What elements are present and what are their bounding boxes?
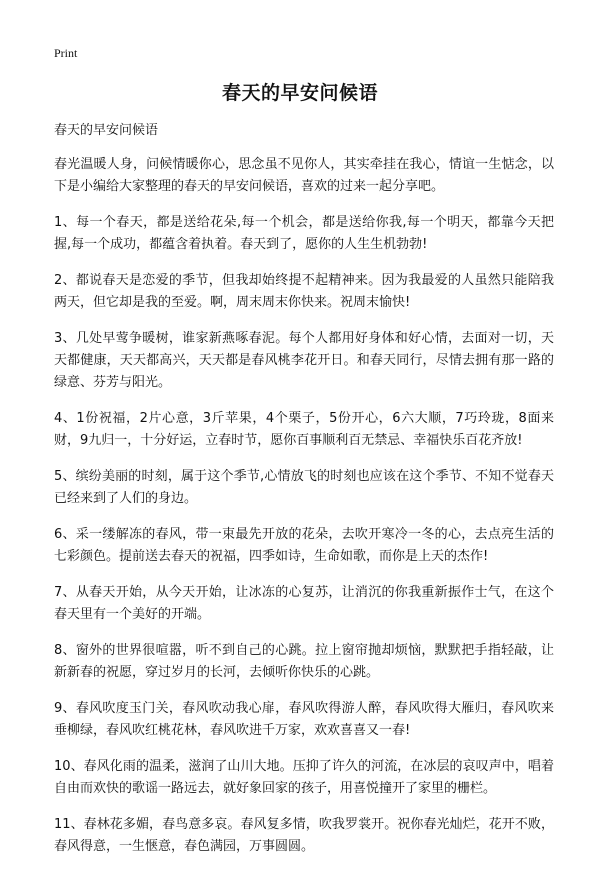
greeting-item-1: 1、每一个春天，都是送给花朵,每一个机会，都是送给你我,每一个明天，都靠今天把握,每一个成功，都蕴含着执着。春天到了，愿你的人生生机勃勃!	[54, 215, 554, 252]
article-subtitle: 春天的早安问候语	[54, 123, 159, 138]
greeting-item-2: 2、都说春天是恋爱的季节，但我却始终提不起精神来。因为我最爱的人虽然只能陪我两天，但它却是我的至爱。啊，周末周末你快来。祝周末愉快!	[54, 273, 554, 310]
greeting-item-4: 4、1份祝福，2片心意，3斤苹果，4个栗子，5份开心，6六大顺，7巧玲珑，8面来财，9九归一，十分好运，立春时节，愿你百事顺利百无禁忌、幸福快乐百花齐放!	[54, 411, 554, 448]
print-link[interactable]: Print	[54, 46, 78, 60]
greeting-item-3: 3、几处早莺争暖树，谁家新燕啄春泥。每个人都用好身体和好心情，去面对一切，天天都健康，天天都高兴，天天都是春风桃李花开日。和春天同行，尽情去拥有那一路的绿意、芬芳与阳光。	[54, 331, 554, 390]
article-body	[54, 120, 554, 872]
greeting-item-6: 6、采一缕解冻的春风，带一束最先开放的花朵，去吹开寒冷一冬的心，去点亮生活的七彩颜色。提前送去春天的祝福，四季如诗，生命如歌，而你是上天的杰作!	[54, 527, 554, 564]
greeting-item-5: 5、缤纷美丽的时刻，属于这个季节,心情放飞的时刻也应该在这个季节、不知不觉春天已经来到了人们的身边。	[54, 469, 554, 506]
greeting-item-10: 10、春风化雨的温柔，滋润了山川大地。压抑了许久的河流，在冰层的哀叹声中，唱着自由而欢快的歌谣一路远去，就好象回家的孩子，用喜悦撞开了家里的栅栏。	[54, 759, 554, 796]
greeting-item-11: 11、春林花多媚，春鸟意多哀。春风复多情，吹我罗裳开。祝你春光灿烂，花开不败，春风得意，一生惬意，春色满园，万事圆圆。	[54, 817, 554, 854]
intro-paragraph: 春光温暖人身，问候情暖你心，思念虽不见你人，其实牵挂在我心，情谊一生惦念，以下是小编给大家整理的春天的早安问候语，喜欢的过来一起分享吧。	[54, 157, 554, 194]
greeting-item-8: 8、窗外的世界很喧嚣，听不到自己的心跳。拉上窗帘抛却烦恼，默默把手指轻敲，让新新春的祝愿，穿过岁月的长河，去倾听你快乐的心跳。	[54, 643, 554, 680]
greeting-item-7: 7、从春天开始，从今天开始，让冰冻的心复苏，让消沉的你我重新振作士气，在这个春天里有一个美好的开端。	[54, 585, 554, 622]
greeting-item-9: 9、春风吹度玉门关，春风吹动我心扉，春风吹得游人醉，春风吹得大雁归，春风吹来垂柳绿，春风吹红桃花林，春风吹进千万家，欢欢喜喜又一春!	[54, 701, 554, 738]
page-title: 春天的早安问候语	[221, 82, 378, 104]
